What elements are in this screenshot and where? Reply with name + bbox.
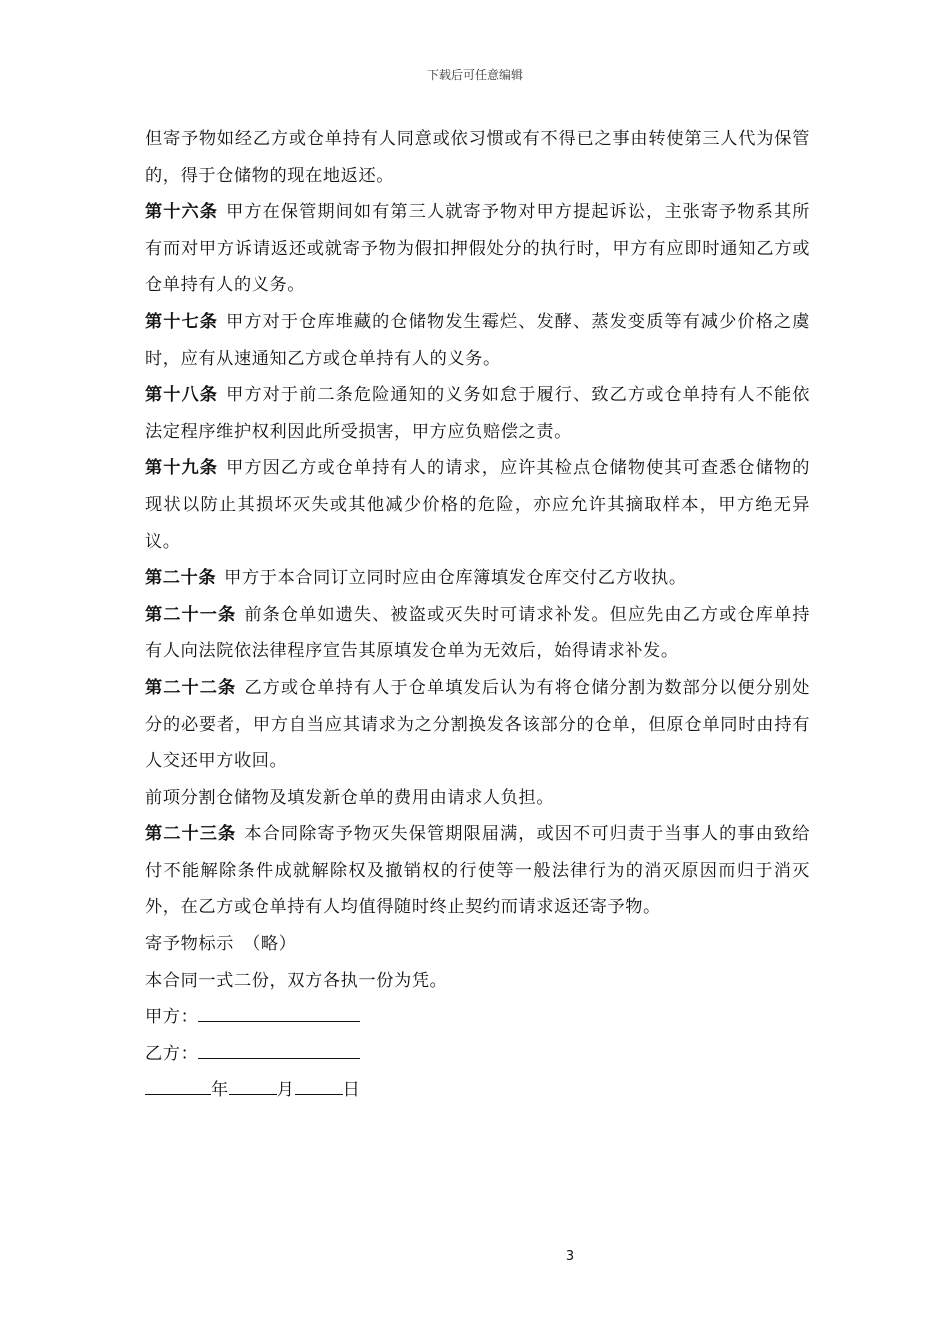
schedule-line: 寄予物标示 （略） — [145, 934, 297, 955]
page-number: 3 — [565, 1249, 575, 1264]
party-b-signature — [145, 1036, 810, 1073]
article-23 — [145, 816, 810, 926]
paragraph-continuation — [145, 121, 810, 194]
party-b-signature-line — [198, 1038, 360, 1059]
date-line — [145, 1072, 810, 1109]
paragraph-split-cost — [145, 780, 810, 817]
article-text: 乙方或仓单持有人于仓单填发后认为有将仓储分割为数部分以便分别处分的必要者，甲方自当应其请求为之分割换发各该部分的仓单，但原仓单同时由持有人交还甲方收回。 — [145, 677, 810, 772]
month-blank — [229, 1074, 277, 1095]
copies-line: 本合同一式二份，双方各执一份为凭。 — [145, 970, 448, 991]
day-label: 日 — [342, 1080, 361, 1101]
party-a-signature-line — [198, 1001, 360, 1022]
article-16 — [145, 194, 810, 304]
paragraph-text: 前项分割仓储物及填发新仓单的费用由请求人负担。 — [145, 787, 555, 808]
article-number: 第二十三条 — [145, 824, 237, 845]
year-blank — [145, 1074, 211, 1095]
article-21 — [145, 597, 810, 670]
paragraph-text: 但寄予物如经乙方或仓单持有人同意或依习惯或有不得已之事由转使第三人代为保管的，得于仓储物的现在地返还。 — [145, 129, 810, 186]
article-number: 第二十条 — [145, 568, 217, 589]
article-18 — [145, 377, 810, 450]
month-label: 月 — [276, 1080, 295, 1101]
year-label: 年 — [211, 1080, 229, 1101]
party-a-signature — [145, 999, 810, 1036]
contract-body — [145, 121, 810, 1109]
article-22 — [145, 670, 810, 780]
party-b-label: 乙方： — [145, 1043, 199, 1064]
article-text: 前条仓单如遗失、被盗或灭失时可请求补发。但应先由乙方或仓库单持有人向法院依法律程序宣告其原填发仓单为无效后，始得请求补发。 — [145, 604, 810, 662]
article-19 — [145, 450, 810, 560]
article-text: 甲方对于仓库堆藏的仓储物发生霉烂、发酵、蒸发变质等有减少价格之虞时，应有从速通知乙方或仓单持有人的义务。 — [145, 311, 811, 369]
article-number: 第二十一条 — [145, 604, 237, 625]
page-header: 下载后可任意编辑 — [426, 68, 523, 82]
day-blank — [295, 1074, 343, 1095]
article-number: 第十八条 — [145, 385, 219, 406]
article-text: 甲方因乙方或仓单持有人的请求，应许其检点仓储物使其可查悉仓储物的现状以防止其损坏灭失或其他减少价格的危险，亦应允许其摘取样本，甲方绝无异议。 — [145, 458, 811, 552]
article-number: 第十九条 — [145, 458, 219, 479]
article-text: 甲方对于前二条危险通知的义务如怠于履行、致乙方或仓单持有人不能依法定程序维护权利因此所受损害，甲方应负赔偿之责。 — [145, 385, 811, 442]
article-text: 本合同除寄予物灭失保管期限届满，或因不可归责于当事人的事由致给付不能解除条件成就解除权及撤销权的行使等一般法律行为的消灭原因而归于消灭外，在乙方或仓单持有人均值得随时终止契约而请求返还寄予物。 — [145, 824, 810, 918]
article-text: 甲方于本合同订立同时应由仓库簿填发仓库交付乙方收执。 — [224, 568, 687, 589]
party-a-label: 甲方： — [145, 1007, 199, 1028]
article-17 — [145, 304, 810, 377]
article-20 — [145, 560, 810, 597]
article-text: 甲方在保管期间如有第三人就寄予物对甲方提起诉讼，主张寄予物系其所有而对甲方诉请返还或就寄予物为假扣押假处分的执行时，甲方有应即时通知乙方或仓单持有人的义务。 — [145, 202, 811, 296]
article-number: 第十六条 — [145, 202, 219, 223]
article-number: 第十七条 — [145, 311, 219, 332]
article-number: 第二十二条 — [145, 677, 237, 698]
